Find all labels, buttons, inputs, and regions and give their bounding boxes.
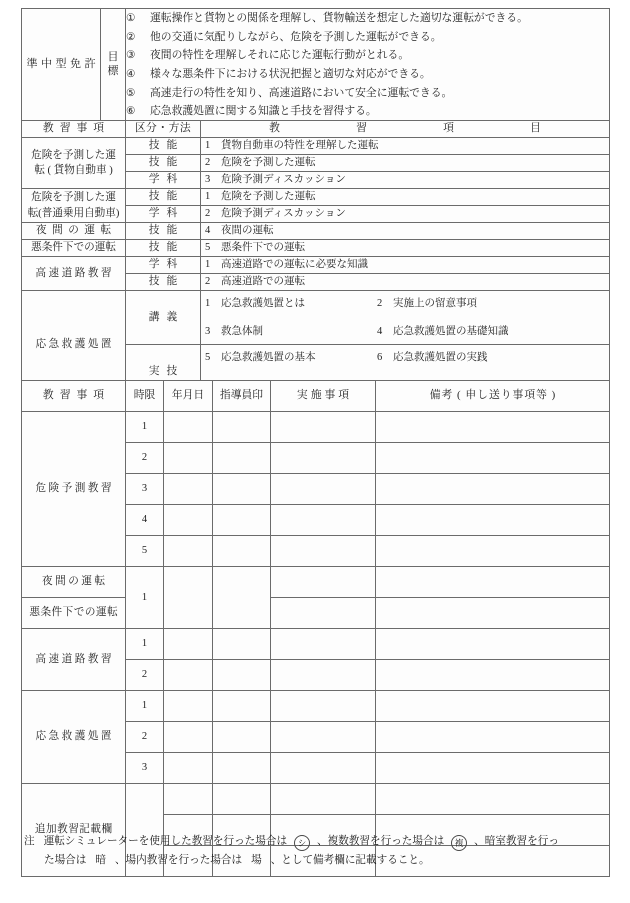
remarks-input-cell[interactable]	[376, 443, 610, 474]
table-row	[22, 189, 610, 206]
action-input-cell[interactable]	[271, 567, 376, 598]
simulator-mark-icon: シ	[294, 835, 310, 851]
remarks-input-cell[interactable]	[376, 629, 610, 660]
subject-line-2: 転 ( 貨物自動車 )	[34, 165, 113, 176]
section-label-night-driving: 夜間の運転	[22, 567, 126, 598]
dark-room-mark: 暗	[95, 854, 106, 866]
goal-text: 応急救護処置に関する知識と手技を習得する。	[150, 105, 377, 118]
item-text: 高速道路での運転	[221, 276, 305, 288]
table-header-row	[22, 121, 610, 138]
method-cell: 学科	[126, 172, 201, 189]
column-header-action-items: 実施事項	[271, 381, 376, 412]
license-goals-table	[21, 8, 610, 122]
curriculum-table	[21, 120, 610, 400]
remarks-input-cell[interactable]	[376, 660, 610, 691]
item-number: 6	[377, 352, 383, 364]
section-label-hazard-prediction: 危険予測教習	[22, 412, 126, 567]
table-row	[22, 412, 610, 443]
first-aid-lecture-items	[201, 291, 610, 345]
method-cell: 学科	[126, 206, 201, 223]
item-text: 危険予測ディスカッション	[221, 174, 346, 186]
stamp-input-cell[interactable]	[213, 505, 271, 536]
method-cell: 技能	[126, 155, 201, 172]
stamp-input-cell[interactable]	[213, 660, 271, 691]
goal-text: 夜間の特性を理解しそれに応じた運転行動がとれる。	[150, 49, 410, 62]
list-item	[126, 28, 609, 47]
table-row	[22, 138, 610, 155]
table-row	[22, 223, 610, 240]
goal-text: 他の交通に気配りしながら、危険を予測した運転ができる。	[150, 30, 442, 43]
period-cell: 2	[126, 722, 164, 753]
subject-highway: 高速道路教習	[22, 257, 126, 291]
date-input-cell[interactable]	[164, 474, 213, 505]
remarks-input-cell[interactable]	[376, 536, 610, 567]
stamp-input-cell[interactable]	[213, 567, 271, 629]
action-input-cell[interactable]	[271, 412, 376, 443]
remarks-input-cell[interactable]	[376, 567, 610, 598]
goal-number: ⑤	[126, 87, 136, 99]
items-header-char-2: 習	[356, 122, 367, 135]
footnote-lead-label: 注	[24, 836, 35, 847]
method-cell: 技能	[126, 223, 201, 240]
stamp-input-cell[interactable]	[213, 784, 271, 815]
item-text: 危険を予測した運転	[221, 191, 316, 203]
period-cell: 2	[126, 660, 164, 691]
footnote-line-1	[24, 833, 610, 852]
table-row	[22, 567, 610, 598]
list-item	[205, 350, 605, 365]
footnote-text-part-5: 、場内教習を行った場合は	[114, 854, 243, 866]
date-input-cell[interactable]	[164, 753, 213, 784]
items-header-char-1: 教	[269, 122, 280, 135]
goal-number: ③	[126, 50, 136, 62]
period-cell: 2	[126, 443, 164, 474]
item-number: 5	[205, 242, 211, 254]
table-row	[22, 240, 610, 257]
period-cell: 5	[126, 536, 164, 567]
remarks-input-cell[interactable]	[376, 753, 610, 784]
item-number: 4	[205, 225, 211, 237]
item-text: 危険を予測した運転	[221, 157, 316, 169]
action-input-cell[interactable]	[271, 443, 376, 474]
action-input-cell[interactable]	[271, 598, 376, 629]
subject-hazard-ordinary	[22, 189, 126, 223]
period-cell: 4	[126, 505, 164, 536]
action-input-cell[interactable]	[271, 629, 376, 660]
item-number: 1	[205, 191, 211, 203]
footnote	[24, 833, 610, 870]
goal-list-cell	[126, 9, 610, 122]
footnote-text-part-4: た場合は	[44, 854, 87, 866]
column-header-remarks: 備考 ( 申し送り事項等 )	[376, 381, 610, 412]
stamp-input-cell[interactable]	[213, 443, 271, 474]
license-type-label: 準中型免許	[22, 9, 101, 122]
curriculum-item-cell	[201, 189, 610, 206]
column-header-subject: 教習事項	[22, 381, 126, 412]
curriculum-item-cell	[201, 257, 610, 274]
column-header-period: 時限	[126, 381, 164, 412]
footnote-text-part-6: 、として備考欄に記載すること。	[270, 854, 430, 866]
item-number: 5	[205, 352, 211, 364]
curriculum-item-cell	[201, 240, 610, 257]
method-cell: 技能	[126, 138, 201, 155]
date-input-cell[interactable]	[164, 505, 213, 536]
action-input-cell[interactable]	[271, 660, 376, 691]
column-header-items	[201, 121, 610, 138]
item-text: 高速道路での運転に必要な知識	[221, 259, 368, 271]
remarks-input-cell[interactable]	[376, 598, 610, 629]
footnote-line-2	[24, 852, 610, 871]
item-number: 1	[205, 140, 211, 152]
goal-number: ①	[126, 13, 136, 24]
table-header-row	[22, 381, 610, 412]
subject-line-1: 危険を予測した運	[31, 149, 116, 161]
course-training-mark: 場	[251, 854, 262, 866]
item-text: 貨物自動車の特性を理解した運転	[221, 140, 379, 152]
date-input-cell[interactable]	[164, 629, 213, 660]
action-input-cell[interactable]	[271, 691, 376, 722]
date-input-cell[interactable]	[164, 660, 213, 691]
item-text: 危険予測ディスカッション	[221, 208, 346, 220]
table-row	[22, 784, 610, 815]
item-text: 実施上の留意事項	[393, 298, 477, 309]
item-number: 3	[205, 326, 211, 338]
item-number: 4	[377, 326, 383, 338]
list-item	[205, 296, 605, 311]
date-input-cell[interactable]	[164, 567, 213, 629]
footnote-text-part-1: 運転シミュレーターを使用した教習を行った場合は	[43, 836, 288, 847]
date-input-cell[interactable]	[164, 536, 213, 567]
item-text: 救急体制	[221, 326, 263, 338]
table-row	[22, 291, 610, 345]
period-cell: 3	[126, 474, 164, 505]
goal-text: 様々な悪条件下における状況把握と適切な対応ができる。	[150, 67, 431, 80]
stamp-input-cell[interactable]	[213, 722, 271, 753]
item-text: 応急救護処置の実践	[393, 352, 488, 364]
footnote-text-part-2: 、複数教習を行った場合は	[317, 836, 445, 847]
item-text: 応急救護処置の基本	[221, 352, 316, 364]
item-number: 1	[205, 298, 211, 309]
goal-number: ②	[126, 31, 136, 43]
item-number: 3	[205, 174, 211, 186]
period-cell: 3	[126, 753, 164, 784]
curriculum-item-cell	[201, 155, 610, 172]
method-cell-practice: 実技	[126, 345, 201, 399]
method-cell: 学科	[126, 257, 201, 274]
action-input-cell[interactable]	[271, 722, 376, 753]
footnote-text-part-3: 、暗室教習を行っ	[474, 836, 559, 847]
section-label-highway: 高速道路教習	[22, 629, 126, 691]
subject-hazard-cargo	[22, 138, 126, 189]
table-row	[22, 691, 610, 722]
remarks-input-cell[interactable]	[376, 691, 610, 722]
action-input-cell[interactable]	[271, 753, 376, 784]
action-input-cell[interactable]	[271, 784, 376, 815]
table-row	[22, 629, 610, 660]
remarks-input-cell[interactable]	[376, 722, 610, 753]
curriculum-item-cell	[201, 274, 610, 291]
items-header-char-3: 項	[443, 122, 454, 135]
goal-label-char-1: 目	[107, 51, 119, 64]
list-item	[126, 102, 609, 121]
goal-column-label	[101, 9, 126, 122]
action-input-cell[interactable]	[271, 474, 376, 505]
remarks-input-cell[interactable]	[376, 784, 610, 815]
section-label-additional: 追加教習記載欄	[22, 784, 126, 877]
period-cell: 1	[126, 691, 164, 722]
item-number: 2	[377, 298, 383, 309]
goal-text: 高速走行の特性を知り、高速道路において安全に運転できる。	[150, 86, 453, 99]
goal-text: 運転操作と貨物との関係を理解し、貨物輸送を想定した適切な運転ができる。	[150, 12, 528, 24]
subject-first-aid: 応急救護処置	[22, 291, 126, 400]
method-cell: 技能	[126, 274, 201, 291]
curriculum-item-cell	[201, 206, 610, 223]
item-number: 2	[205, 157, 211, 169]
list-item	[205, 324, 605, 339]
period-cell: 1	[126, 412, 164, 443]
item-number: 2	[205, 276, 211, 288]
stamp-input-cell[interactable]	[213, 474, 271, 505]
period-cell: 1	[126, 567, 164, 629]
table-row	[22, 257, 610, 274]
subject-bad-conditions: 悪条件下での運転	[22, 240, 126, 257]
stamp-input-cell[interactable]	[213, 536, 271, 567]
curriculum-item-cell	[201, 138, 610, 155]
action-input-cell[interactable]	[271, 536, 376, 567]
stamp-input-cell[interactable]	[213, 629, 271, 660]
remarks-input-cell[interactable]	[376, 474, 610, 505]
section-label-first-aid: 応急救護処置	[22, 691, 126, 784]
period-cell: 1	[126, 629, 164, 660]
items-header-char-4: 目	[530, 122, 541, 135]
list-item	[126, 65, 609, 84]
column-header-method: 区分・方法	[126, 121, 201, 138]
item-text: 応急救護処置とは	[221, 298, 305, 309]
item-number: 2	[205, 208, 211, 220]
goal-number: ⑥	[126, 106, 136, 118]
list-item	[126, 84, 609, 103]
subject-night: 夜間の運転	[22, 223, 126, 240]
section-label-bad-conditions: 悪条件下での運転	[22, 598, 126, 629]
date-input-cell[interactable]	[164, 691, 213, 722]
multiple-training-mark-icon: 複	[451, 835, 467, 851]
list-item	[126, 9, 609, 28]
goal-number: ④	[126, 68, 136, 80]
stamp-input-cell[interactable]	[213, 691, 271, 722]
method-cell: 技能	[126, 189, 201, 206]
date-input-cell[interactable]	[164, 443, 213, 474]
item-text: 悪条件下での運転	[221, 242, 305, 254]
date-input-cell[interactable]	[164, 784, 213, 815]
curriculum-item-cell	[201, 172, 610, 189]
curriculum-item-cell	[201, 223, 610, 240]
goal-label-char-2: 標	[107, 64, 119, 77]
item-number: 1	[205, 259, 211, 271]
column-header-instructor-stamp: 指導員印	[213, 381, 271, 412]
item-text: 夜間の運転	[221, 225, 274, 237]
method-cell: 技能	[126, 240, 201, 257]
table-row	[22, 9, 610, 122]
date-input-cell[interactable]	[164, 412, 213, 443]
item-text: 応急救護処置の基礎知識	[393, 326, 509, 338]
subject-line-2: 転(普通乗用自動車)	[27, 207, 120, 219]
date-input-cell[interactable]	[164, 722, 213, 753]
column-header-subject: 教習事項	[22, 121, 126, 138]
list-item	[126, 46, 609, 65]
stamp-input-cell[interactable]	[213, 412, 271, 443]
remarks-input-cell[interactable]	[376, 505, 610, 536]
remarks-input-cell[interactable]	[376, 412, 610, 443]
subject-line-1: 危険を予測した運	[31, 192, 116, 204]
table-row	[22, 598, 610, 629]
training-record-table	[21, 380, 610, 877]
method-cell-lecture: 講義	[126, 291, 201, 345]
action-input-cell[interactable]	[271, 505, 376, 536]
column-header-date: 年月日	[164, 381, 213, 412]
stamp-input-cell[interactable]	[213, 753, 271, 784]
